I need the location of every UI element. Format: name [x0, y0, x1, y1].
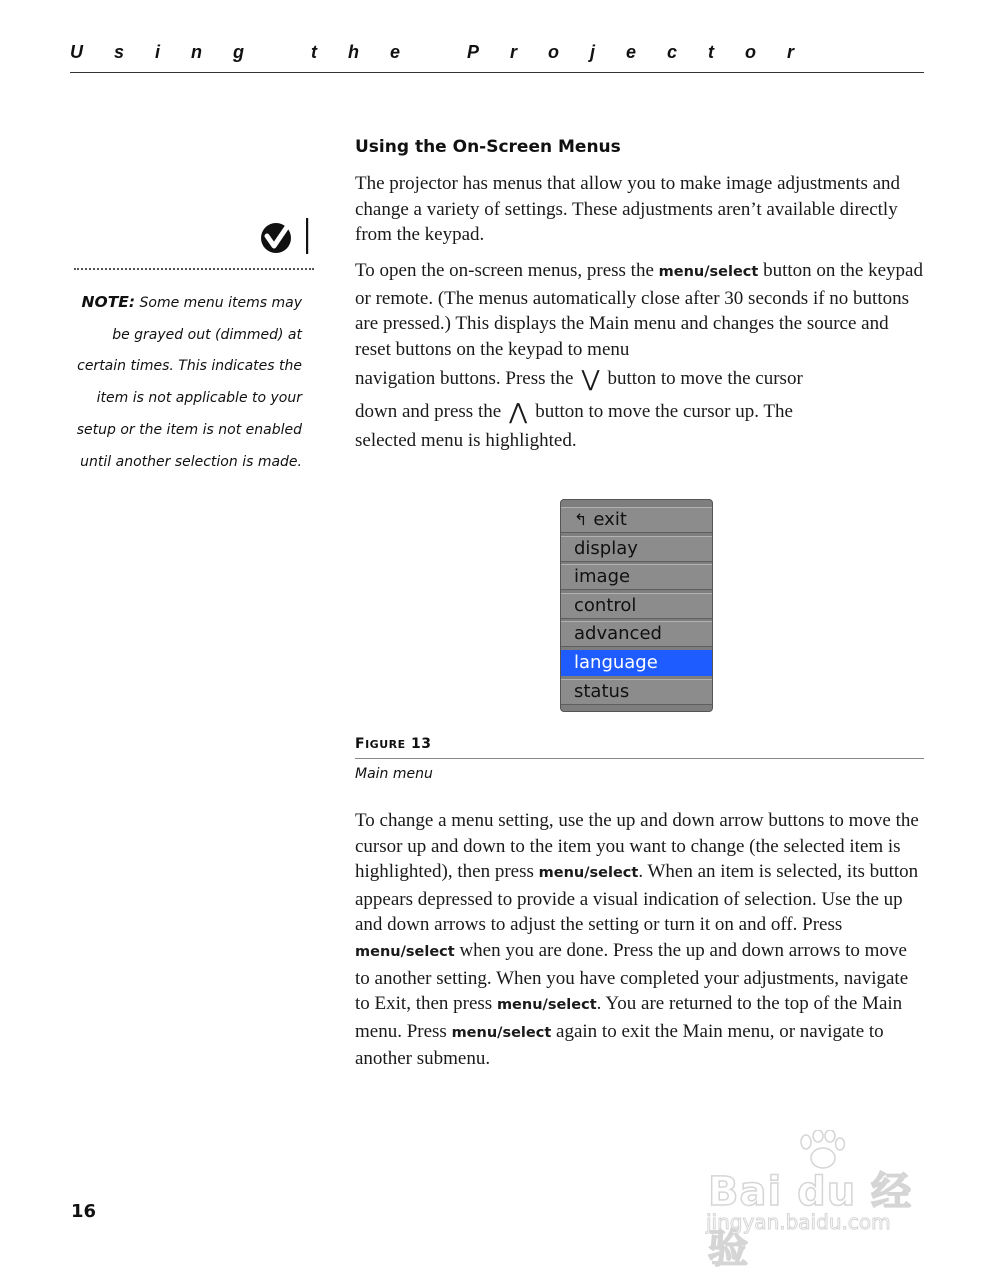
menu-item-label: exit — [593, 509, 627, 530]
p2-text-a: To open the on-screen menus, press the — [355, 260, 659, 281]
menu-select-keyword: menu/select — [658, 264, 759, 280]
baidu-watermark — [700, 1130, 940, 1272]
watermark-main: Bai du 经验 — [708, 1169, 913, 1272]
menu-item-status[interactable] — [561, 679, 712, 705]
up-arrow-icon: ⋀ — [509, 400, 528, 426]
running-header — [70, 40, 924, 73]
p2-line-up — [355, 395, 925, 428]
p3-text-d: . You are returned to the top of the Main menu. Press — [355, 993, 903, 1042]
menu-item-label: advanced — [574, 623, 662, 645]
menu-select-keyword: menu/select — [355, 943, 455, 960]
p2-text-f: button to move the cursor up. The — [535, 401, 793, 423]
open-menu-paragraph — [355, 258, 925, 454]
p2-text-e: down and press the — [355, 401, 502, 423]
sidebar-divider — [74, 268, 314, 270]
p2-text-c: navigation buttons. Press the — [355, 368, 574, 390]
down-arrow-icon: ⋁ — [581, 367, 600, 393]
menu-item-control[interactable] — [561, 593, 712, 619]
p3-text-c: when you are done. Press the up and down arrows to move to another setting. When you have completed your adjustments, navigate to Exit, then press — [355, 939, 909, 1015]
p2-line-down — [355, 362, 925, 395]
menu-item-display[interactable] — [561, 536, 712, 562]
page-number: 16 — [71, 1201, 97, 1222]
p3-text-b: . When an item is selected, its button appears depressed to provide a visual indication of selection. Use the up and down arrows to adjust the setting or turn it on and off. Press — [355, 861, 919, 936]
menu-select-keyword: menu/select — [451, 1024, 552, 1041]
p2-text-d: button to move the cursor — [607, 368, 803, 390]
watermark-url: jingyan.baidu.com — [706, 1210, 891, 1234]
return-arrow-icon: ↰ — [574, 510, 588, 529]
sidebar-note — [60, 287, 302, 478]
intro-paragraph: The projector has menus that allow you to make image adjustments and change a variety of settings. These adjustments aren’t available directly from the keypad. — [355, 173, 901, 246]
p3-text-a: To change a menu setting, use the up and down arrow buttons to move the cursor up and down to the item you want to change (the selected item is highlighted), then press — [355, 810, 919, 883]
main-menu — [560, 499, 713, 712]
p3-text-e: again to exit the Main menu, or navigate to another submenu. — [355, 1020, 884, 1070]
checkmark-note-icon — [258, 216, 314, 256]
menu-item-advanced[interactable] — [561, 621, 712, 647]
menu-item-exit[interactable] — [561, 507, 712, 533]
note-label: NOTE: — [81, 293, 136, 311]
change-setting-paragraph — [355, 808, 925, 1072]
menu-item-label: status — [574, 680, 630, 702]
menu-select-keyword: menu/select — [538, 865, 639, 882]
menu-item-language[interactable] — [561, 650, 712, 676]
section-title: Using the On-Screen Menus — [355, 137, 621, 157]
note-text: Some menu items may be grayed out (dimmed) at certain times. This indicates the item is not applicable to your setup or the item is not enabled until another selection is made. — [76, 295, 302, 470]
menu-select-keyword: menu/select — [496, 997, 597, 1014]
figure-label: FIGURE 13 — [355, 736, 432, 752]
figure-heading — [355, 735, 924, 759]
menu-item-label: display — [574, 537, 638, 559]
menu-item-label: control — [574, 594, 637, 616]
figure-label-smallcaps: IGURE — [365, 738, 406, 751]
menu-item-label: language — [574, 651, 658, 673]
p2-text-b: button on the keypad or remote. (The menus automatically close after 30 seconds if no buttons are pressed.) This displays the Main menu and changes the source and reset buttons on the keypad to menu — [355, 260, 923, 360]
figure-caption: Main menu — [355, 766, 433, 782]
running-header-title: Using the Projector — [70, 42, 826, 62]
menu-item-label: image — [574, 566, 631, 588]
p2-text-g: selected menu is highlighted. — [355, 430, 577, 452]
menu-item-image[interactable] — [561, 564, 712, 590]
